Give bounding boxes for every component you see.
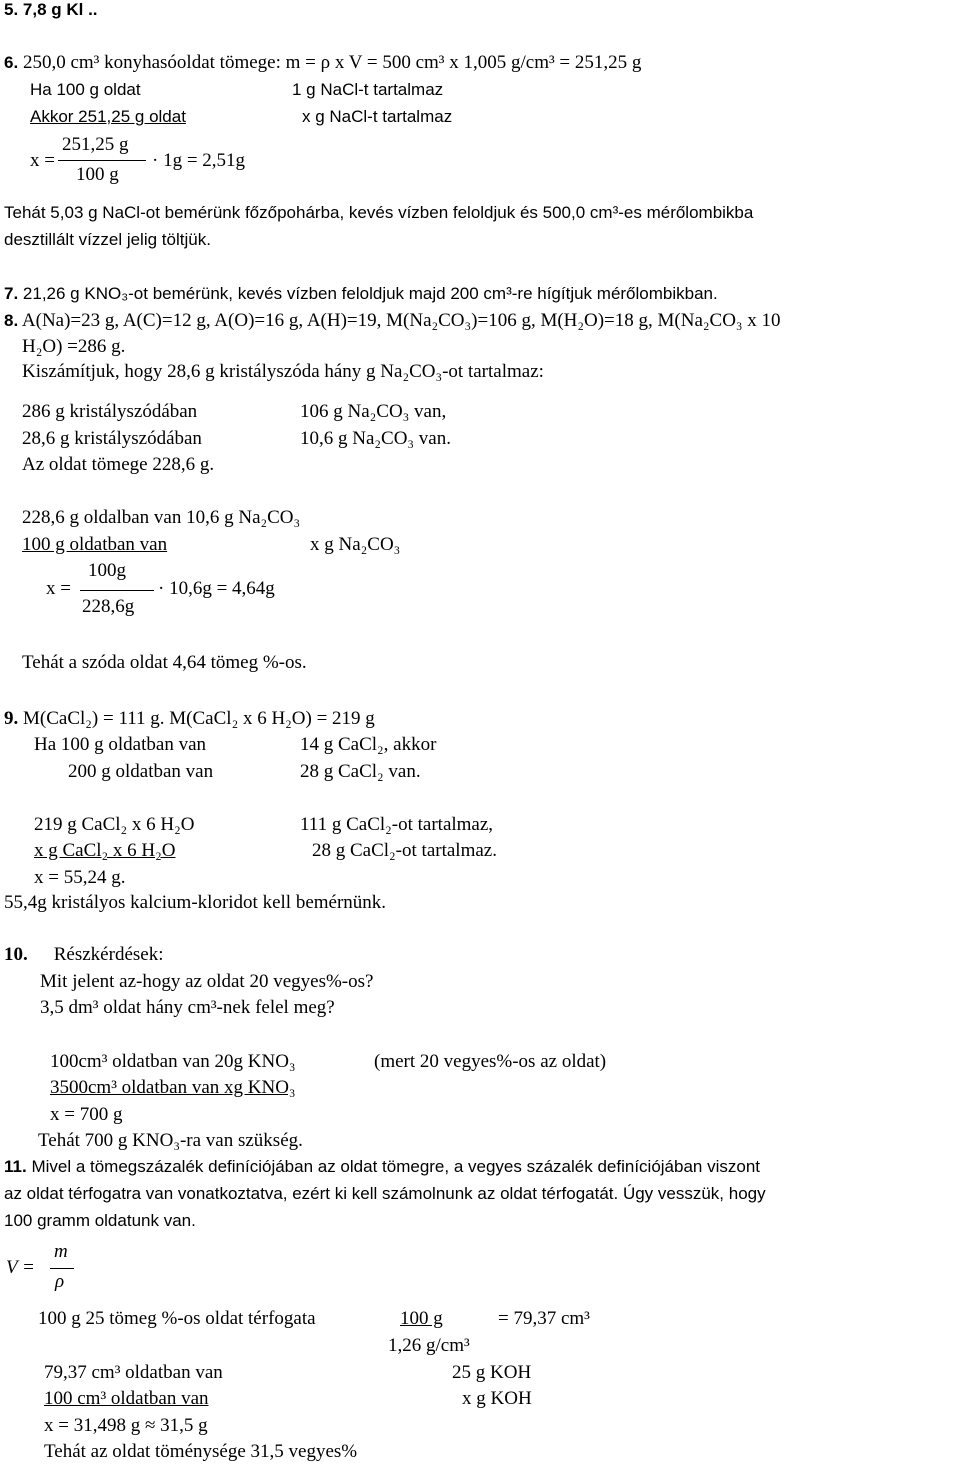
item-11-volume-numerator: 100 g xyxy=(400,1308,443,1329)
item-11-line2: az oldat térfogatra van vonatkoztatva, ezért ki kell számolnunk az oldat térfogatát. Úgy vesszük, hogy xyxy=(4,1184,766,1203)
item-11-r2: 100 cm³ oldatban van x g KOH xyxy=(44,1388,532,1409)
item-11-number: 11. xyxy=(4,1157,27,1176)
item-8-row2-right: 10,6 g Na₂CO₃ van. xyxy=(300,428,451,449)
item-11-volume-left: 100 g 25 tömeg %-os oldat térfogata xyxy=(38,1308,316,1329)
item-11-volume-result: = 79,37 cm³ xyxy=(498,1308,590,1329)
item-9-result: 55,4g kristályos kalcium-kloridot kell bemérnünk. xyxy=(4,892,387,913)
item-7: 7. 21,26 g KNO₃-ot bemérünk, kevés vízben feloldjuk majd 200 cm³-re hígítjuk mérőlombikban. xyxy=(4,284,718,303)
item-10-q1: Mit jelent az-hogy az oldat 20 vegyes%-os? xyxy=(40,971,374,992)
item-8-row2-left: 28,6 g kristályszódában xyxy=(22,428,202,449)
item-11-volume-denominator: 1,26 g/cm³ xyxy=(388,1335,470,1356)
item-11-x: x = 31,498 g ≈ 31,5 g xyxy=(44,1415,208,1436)
item-11-tehat: Tehát az oldat töménysége 31,5 vegyes% xyxy=(44,1441,358,1462)
item-9-number: 9. xyxy=(4,708,19,729)
item-8-line1: 8. A(Na)=23 g, A(C)=12 g, A(O)=16 g, A(H)=19, M(Na₂CO₃)=106 g, M(H₂O)=18 g, M(Na₂CO₃ x 10 xyxy=(4,310,781,331)
item-11-v-lhs: V = xyxy=(6,1257,35,1278)
item-9-r2-right: 28 g CaCl₂ van. xyxy=(300,761,421,782)
item-8-row1-right: 106 g Na₂CO₃ van, xyxy=(300,401,447,422)
item-11-v-numerator: m xyxy=(54,1241,68,1262)
item-11-line1: 11. Mivel a tömegszázalék definíciójában az oldat tömegre, a vegyes százalék definíciójában viszont xyxy=(4,1157,761,1176)
item-10-q2: 3,5 dm³ oldat hány cm³-nek felel meg? xyxy=(40,997,335,1018)
item-10-tehat: Tehát 700 g KNO₃-ra van szükség. xyxy=(38,1130,303,1151)
item-11-r1-left: 79,37 cm³ oldatban van xyxy=(44,1362,223,1383)
item-6-row1-left: Ha 100 g oldat xyxy=(30,80,141,99)
item-11-r1-right: 25 g KOH xyxy=(452,1362,532,1383)
item-9-r1-left: Ha 100 g oldatban van xyxy=(34,734,207,755)
item-9-r2-left: 200 g oldatban van xyxy=(68,761,214,782)
item-6-number: 6. xyxy=(4,53,19,72)
item-8-eq-rhs: · 10,6g = 4,64g xyxy=(158,578,275,599)
item-8-p2: 100 g oldatban van x g Na₂CO₃ xyxy=(22,534,401,555)
item-7-number: 7. xyxy=(4,284,19,303)
item-9-head: 9. M(CaCl₂) = 111 g. M(CaCl₂ x 6 H₂O) = 219 g xyxy=(4,708,375,729)
item-10-head: 10. Részkérdések: xyxy=(4,944,164,965)
item-8-eq-lhs: x = xyxy=(46,578,71,599)
item-6-eq-denominator: 100 g xyxy=(76,164,119,185)
item-6-eq-lhs: x = xyxy=(30,150,55,171)
item-8-oldat: Az oldat tömege 228,6 g. xyxy=(22,454,215,475)
item-9-r1-right: 14 g CaCl₂, akkor xyxy=(300,734,437,755)
item-8-line3: Kiszámítjuk, hogy 28,6 g kristályszóda hány g Na₂CO₃-ot tartalmaz: xyxy=(22,361,544,382)
item-11-line3: 100 gramm oldatunk van. xyxy=(4,1211,196,1230)
item-9-r3-right: 111 g CaCl₂-ot tartalmaz, xyxy=(300,814,494,835)
item-9-x: x = 55,24 g. xyxy=(34,867,126,888)
item-8-eq-numerator: 100g xyxy=(88,560,126,581)
item-6-tehat-line2: desztillált vízzel jelig töltjük. xyxy=(4,230,211,249)
item-11-v-fraction-bar xyxy=(50,1268,74,1269)
item-8-eq-denominator: 228,6g xyxy=(82,596,135,617)
item-10-r1-left: 100cm³ oldatban van 20g KNO₃ xyxy=(50,1051,296,1072)
item-9-r3-left: 219 g CaCl₂ x 6 H₂O xyxy=(34,814,195,835)
item-6-fraction-bar xyxy=(58,160,146,161)
item-10-number: 10. xyxy=(4,944,28,965)
item-8-number: 8. xyxy=(4,311,19,330)
item-6-mass-line: 6. 250,0 cm³ konyhasóoldat tömege: m = ρ x V = 500 cm³ x 1,005 g/cm³ = 251,25 g xyxy=(4,52,642,73)
item-6-row1-right: 1 g NaCl-t tartalmaz xyxy=(292,80,444,99)
item-6-row2: Akkor 251,25 g oldat x g NaCl-t tartalmaz xyxy=(30,107,453,126)
item-8-fraction-bar xyxy=(80,590,154,591)
item-10-x: x = 700 g xyxy=(50,1104,123,1125)
item-6-eq-numerator: 251,25 g xyxy=(62,134,129,155)
item-10-r1-right: (mert 20 vegyes%-os az oldat) xyxy=(374,1051,607,1072)
item-6-eq-rhs: · 1g = 2,51g xyxy=(152,150,246,171)
item-8-tehat: Tehát a szóda oldat 4,64 tömeg %-os. xyxy=(22,652,307,673)
item-5: 5. 7,8 g Kl .. xyxy=(4,0,98,19)
item-8-row1-left: 286 g kristályszódában xyxy=(22,401,198,422)
item-8-line2: H₂O) =286 g. xyxy=(22,336,126,357)
item-10-r2: 3500cm³ oldatban van xg KNO₃ xyxy=(50,1077,296,1098)
item-6-tehat-line1: Tehát 5,03 g NaCl-ot bemérünk főzőpohárba, kevés vízben feloldjuk és 500,0 cm³-es mérőlombikba xyxy=(4,203,754,222)
item-11-v-denominator: ρ xyxy=(55,1271,65,1292)
item-9-r4: x g CaCl₂ x 6 H₂O 28 g CaCl₂-ot tartalmaz. xyxy=(34,840,497,861)
item-8-p1: 228,6 g oldalban van 10,6 g Na₂CO₃ xyxy=(22,507,301,528)
